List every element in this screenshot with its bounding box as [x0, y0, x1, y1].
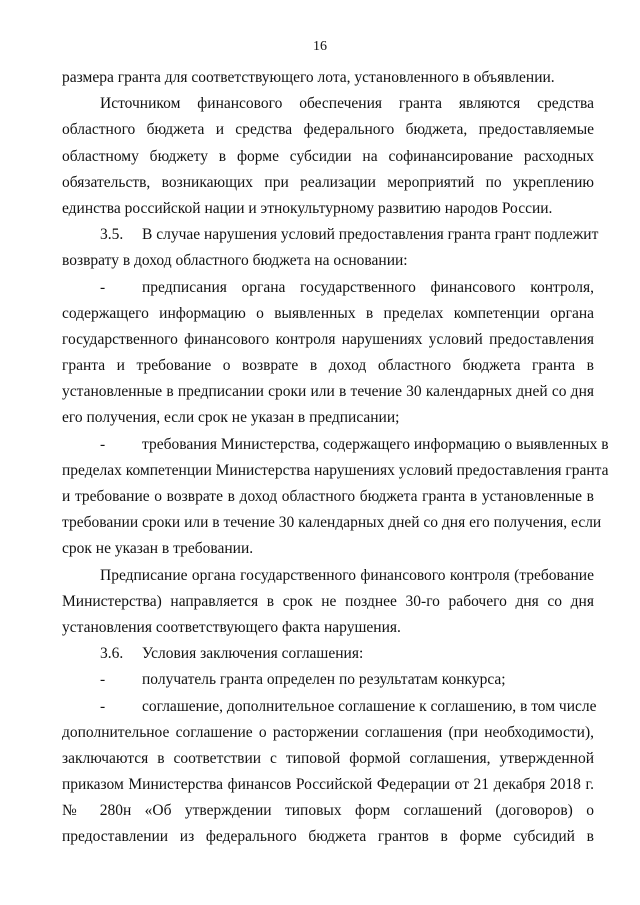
text-line: Министерства) направляется в срок не позднее 30-го рабочего дня со дня — [62, 592, 594, 610]
line-text: Условия заключения соглашения: — [142, 645, 364, 663]
text-line: содержащего информацию о выявленных в пределах компетенции органа — [62, 304, 594, 322]
text-line: установленные в предписании сроки или в течение 30 календарных дней со дня — [62, 383, 594, 401]
list-dash: - — [100, 435, 106, 453]
text-line: заключаются в соответствии с типовой формой соглашения, утвержденной — [62, 749, 594, 767]
text-line: № 280н «Об утверждении типовых форм соглашений (договоров) о — [62, 802, 594, 820]
text-line: срок не указан в требовании. — [62, 540, 254, 558]
text-line: обязательств, возникающих при реализации мероприятий по укреплению — [62, 173, 594, 191]
text-line: размера гранта для соответствующего лота, установленного в объявлении. — [62, 69, 555, 86]
text-line: областному бюджету в форме субсидии на софинансирование расходных — [62, 147, 594, 165]
text-line: предоставлении из федерального бюджета грантов в форме субсидий в — [62, 828, 594, 846]
text-line: Предписание органа государственного финансового контроля (требование — [100, 566, 594, 584]
text-line — [62, 641, 594, 667]
text-line: областного бюджета и средства федерального бюджета, предоставляемые — [62, 121, 594, 139]
line-text: В случае нарушения условий предоставления гранта грант подлежит — [142, 226, 599, 244]
document-body — [62, 65, 609, 851]
text-line: приказом Министерства финансов Российской Федерации от 21 декабря 2018 г. — [62, 776, 594, 794]
line-text: предписания органа государственного финансового контроля, — [142, 278, 594, 296]
text-line — [62, 432, 609, 458]
text-line: требовании сроки или в течение 30 календарных дней со дня его получения, если — [62, 514, 602, 532]
text-line — [62, 694, 597, 720]
line-text: соглашение, дополнительное соглашение к соглашению, в том числе — [142, 697, 597, 715]
text-line — [62, 222, 599, 248]
text-line: Источником финансового обеспечения гранта являются средства — [100, 95, 594, 113]
text-line: государственного финансового контроля нарушениях условий предоставления — [62, 330, 594, 348]
clause-number: 3.6. — [100, 645, 124, 663]
line-text: получатель гранта определен по результатам конкурса; — [142, 671, 506, 689]
text-line — [62, 667, 594, 693]
clause-number: 3.5. — [100, 226, 124, 244]
text-line: единства российской нации и этнокультурному развитию народов России. — [62, 199, 553, 217]
text-line: его получения, если срок не указан в предписании; — [62, 409, 400, 427]
text-line: установления соответствующего факта нарушения. — [62, 618, 401, 636]
text-line: возврату в доход областного бюджета на основании: — [62, 252, 408, 270]
text-line: гранта и требование о возврате в доход областного бюджета гранта в — [62, 357, 594, 375]
list-dash: - — [100, 671, 106, 689]
text-line: дополнительное соглашение о расторжении соглашения (при необходимости), — [62, 723, 594, 741]
list-dash: - — [100, 278, 106, 296]
text-line — [62, 275, 594, 301]
text-line: пределах компетенции Министерства нарушениях условий предоставления гранта — [62, 461, 609, 479]
list-dash: - — [100, 697, 106, 715]
text-line: и требование о возврате в доход областного бюджета гранта в установленные в — [62, 488, 594, 505]
page-number: 16 — [313, 39, 327, 54]
line-text: требования Министерства, содержащего информацию о выявленных в — [142, 435, 609, 453]
